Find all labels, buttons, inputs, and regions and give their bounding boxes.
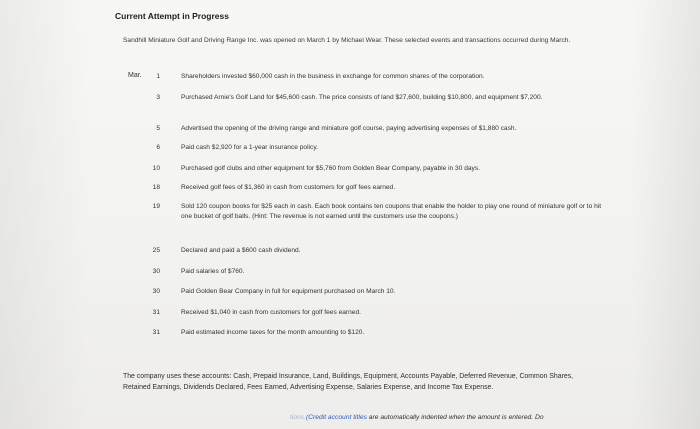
transaction-day: 30 [152, 268, 160, 275]
transaction-text: Sold 120 coupon books for $25 each in cash. Each book contains ten coupons that enable the holder to play one round of miniature golf or to hit one bucket of golf balls. (Hint: The revenue is not earned until the customers use the coupons.) [181, 203, 602, 220]
lighting-shade-right [630, 0, 700, 429]
attempt-header: Current Attempt in Progress [115, 11, 229, 21]
transaction-day: 5 [156, 125, 160, 132]
transaction-text: Paid estimated income taxes for the month amounting to $120. [181, 329, 365, 336]
instructions-note [290, 414, 544, 421]
month-label: Mar. [128, 72, 142, 79]
instructions-note-prefix: tions. [290, 414, 306, 421]
transaction-day: 25 [152, 247, 160, 254]
transaction-day: 3 [156, 94, 160, 101]
transaction-text: Paid Golden Bear Company in full for equipment purchased on March 10. [181, 288, 396, 295]
transaction-day: 30 [152, 288, 160, 295]
transaction-text: Paid cash $2,920 for a 1-year insurance policy. [181, 144, 318, 151]
transaction-text: Paid salaries of $760. [181, 268, 245, 275]
transaction-day: 1 [156, 73, 160, 80]
instructions-note-highlight: (Credit account titles [305, 414, 367, 421]
transaction-day: 18 [152, 184, 160, 191]
transaction-day: 19 [152, 203, 160, 210]
transaction-day: 6 [156, 144, 160, 151]
transaction-text: Purchased Arnie's Golf Land for $45,600 cash. The price consists of land $27,600, building $10,800, and equipment $7,200. [181, 94, 543, 101]
transaction-text: Received $1,040 in cash from customers for golf fees earned. [181, 309, 361, 316]
transaction-text: Received golf fees of $1,360 in cash from customers for golf fees earned. [181, 184, 396, 191]
transaction-text: Shareholders invested $60,000 cash in the business in exchange for common shares of the corporation. [181, 73, 485, 80]
instructions-note-rest: are automatically indented when the amount is entered. Do [366, 414, 544, 421]
transaction-text: Purchased golf clubs and other equipment for $5,760 from Golden Bear Company, payable in 30 days. [181, 165, 480, 172]
accounts-list: The company uses these accounts: Cash, Prepaid Insurance, Land, Buildings, Equipment, Accounts Payable, Deferred Revenue, Common Shares, Retained Earnings, Dividends Declared, Fees Earned, Advertising Expense, Salaries Expense, and Income Tax Expense. [123, 373, 574, 391]
transaction-text: Advertised the opening of the driving range and miniature golf course, paying advertising expenses of $1,880 cash. [181, 125, 517, 132]
transaction-day: 31 [152, 309, 160, 316]
transaction-day: 31 [152, 329, 160, 336]
lighting-shade-left [0, 0, 90, 429]
problem-intro: Sandhill Miniature Golf and Driving Range Inc. was opened on March 1 by Michael Wear. These selected events and transactions occurred during March. [123, 37, 571, 44]
transaction-day: 10 [152, 165, 160, 172]
transaction-text: Declared and paid a $600 cash dividend. [181, 247, 301, 254]
